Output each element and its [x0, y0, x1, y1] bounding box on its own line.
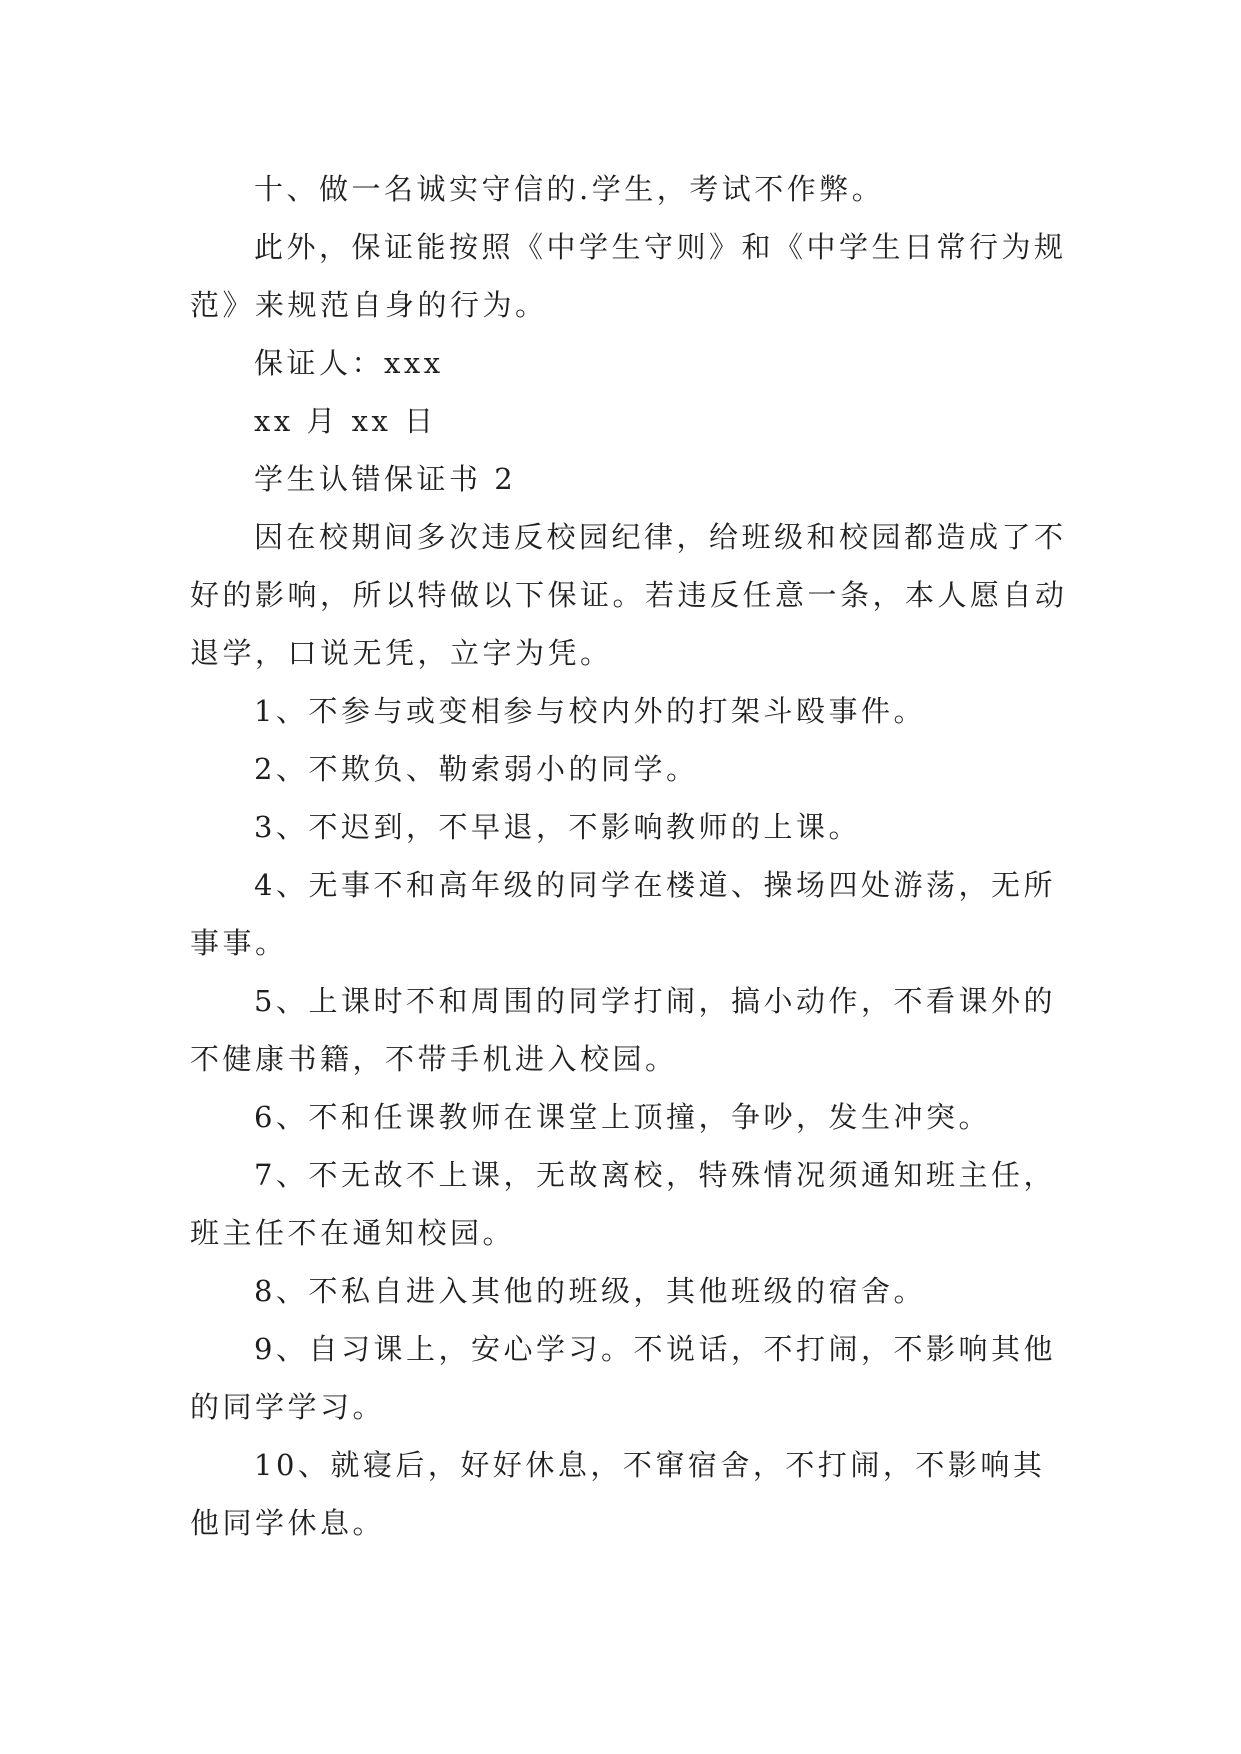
- date-line: xx 月 xx 日: [254, 404, 437, 438]
- paragraph-additional-note: 此外，保证能按照《中学生守则》和《中学生日常行为规范》来规范自身的行为。: [190, 230, 1067, 322]
- list-item: 8、不私自进入其他的班级，其他班级的宿舍。: [254, 1274, 926, 1308]
- section-title: 学生认错保证书 2: [254, 462, 517, 496]
- intro-paragraph: 因在校期间多次违反校园纪律，给班级和校园都造成了不好的影响，所以特做以下保证。若违反任意一条，本人愿自动退学，口说无凭，立字为凭。: [190, 520, 1068, 670]
- paragraph-item-10: 十、做一名诚实守信的.学生，考试不作弊。: [254, 172, 885, 206]
- list-item: 5、上课时不和周围的同学打闹，搞小动作，不看课外的不健康书籍，不带手机进入校园。: [190, 984, 1056, 1076]
- list-item: 1、不参与或变相参与校内外的打架斗殴事件。: [254, 694, 926, 728]
- list-item: 7、不无故不上课，无故离校，特殊情况须通知班主任，班主任不在通知校园。: [190, 1158, 1056, 1250]
- list-item: 4、无事不和高年级的同学在楼道、操场四处游荡，无所事事。: [190, 868, 1056, 960]
- guarantor-line: 保证人：xxx: [254, 346, 444, 380]
- document-body: [190, 160, 1070, 1552]
- list-item: 6、不和任课教师在课堂上顶撞，争吵，发生冲突。: [254, 1100, 991, 1134]
- list-item: 9、自习课上，安心学习。不说话，不打闹，不影响其他的同学学习。: [190, 1332, 1056, 1424]
- list-item: 2、不欺负、勒索弱小的同学。: [254, 752, 699, 786]
- list-item: 10、就寝后，好好休息，不窜宿舍，不打闹，不影响其他同学休息。: [190, 1448, 1046, 1540]
- list-item: 3、不迟到，不早退，不影响教师的上课。: [254, 810, 861, 844]
